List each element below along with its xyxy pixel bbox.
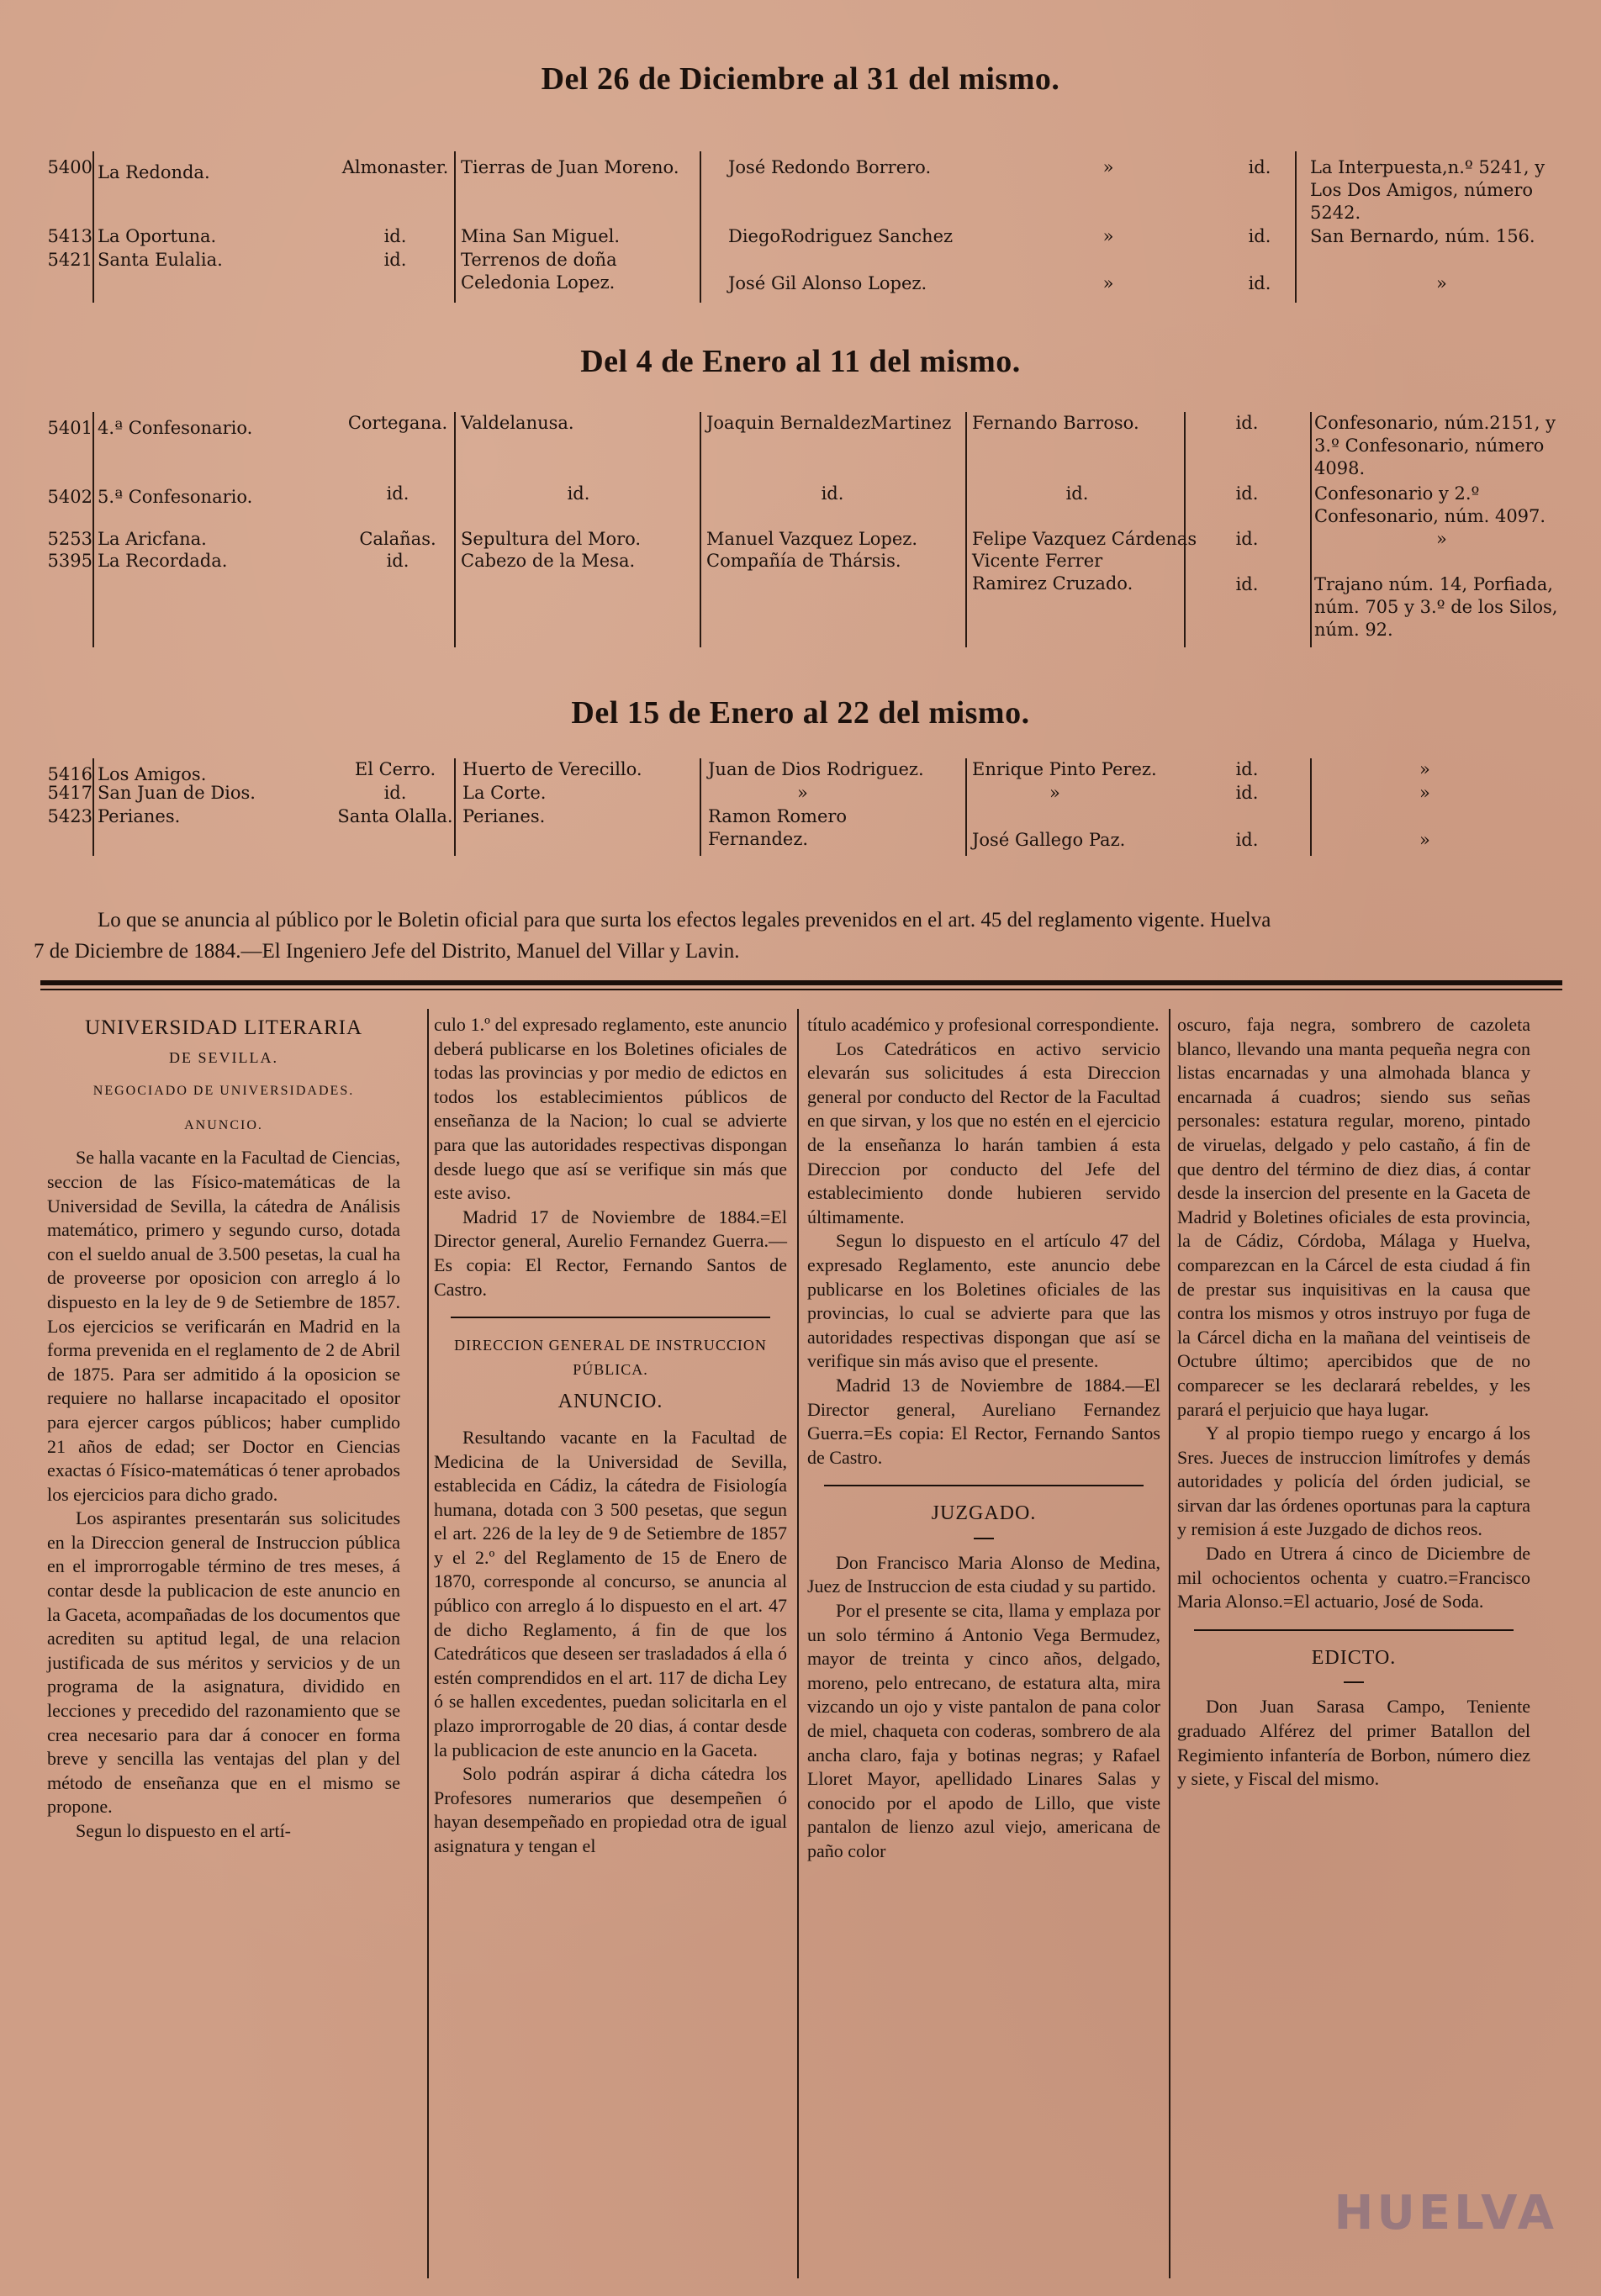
column-3: [807, 1013, 1160, 2274]
column-divider: [1169, 1009, 1170, 2278]
paragraph: Dado en Utrera á cinco de Diciembre de mil ochocientos ochenta y cuatro.=Francisco Maria Alonso.=El actuario, José de Soda.: [1177, 1543, 1530, 1612]
section-heading-2: Del 4 de Enero al 11 del mismo.: [580, 344, 1021, 379]
divider-thick: [40, 980, 1562, 985]
section-heading-1: Del 26 de Diciembre al 31 del mismo.: [541, 61, 1060, 97]
paragraph: Solo podrán aspirar á dicha cátedra los Profesores numerarios que desempeñen ó hayan desempeñado en propiedad otra de igual asignatura y tengan el: [434, 1763, 787, 1856]
notice-footnote: Lo que se anuncia al público por le Boletin oficial para que surta los efectos legales prevenidos en el art. 45 del reglamento vigente. Huelva 7 de Diciembre de 1884.—El Ingeniero Jefe del Distrito, Manuel del Villar y Lavin.: [34, 909, 1271, 963]
notice-heading: ANUNCIO.: [184, 1117, 263, 1132]
paragraph: Y al propio tiempo ruego y encargo á los Sres. Jueces de instruccion limítrofes y demás autoridades y policía del órden judicial, se sirvan dar las órdenes oportunas para la captura y remision á este Juzgado de dichos reos.: [1177, 1422, 1530, 1540]
register-table-2: 5401 4.ª Confesonario. Cortegana. Valdelanusa. Joaquin BernaldezMartinez Fernando Barroso. id. Confesonario, núm.2151, y 3.º Confesonario, número 4098. 5402 5.ª Confesonario. id. id. id. id. id. Confesonario y 2.º Confesonario, núm. 4097. 5253 La Aricfana. Calañas. Sepultura del Moro. Manuel Vazquez Lopez. Felipe Vazquez Cárdenas id. » 5395 La Recordada. id. Cabezo de la Mesa. Compañía de Thársis. Vicente Ferrer Ramirez Cruzado. id. Trajano núm. 14, Porfiada, núm. 705 y 3.º de los Silos, núm. 92.: [40, 412, 1571, 647]
paragraph: oscuro, faja negra, sombrero de cazoleta blanco, llevando una manta pequeña negra con listas encarnadas y una almohada blanca y encarnada á cuadros; siendo sus señas personales: estatura regular, moreno, pintado de viruelas, delgado y pelo castaño, á fin de que dentro del término de diez dias, á contar desde la insercion del presente en la Gaceta de Madrid y Boletines oficiales de esta provincia, la de Cádiz, Córdoba, Málaga y Huelva, comparezcan en la Cárcel de esta ciudad á fin de prestar sus inquisitivas en la causa que contra los mismos y otros instruyo por fuga de la Cárcel dicha en la mañana del veintiseis de Octubre último; apercibidos que de no comparecer se les declarará rebeldes, y les parará el perjuicio que haya lugar.: [1177, 1014, 1530, 1420]
notice-heading: EDICTO.: [1311, 1646, 1397, 1669]
separator: [1344, 1681, 1364, 1683]
section-heading-3: Del 15 de Enero al 22 del mismo.: [571, 695, 1030, 731]
separator: [1194, 1629, 1514, 1631]
separator: [824, 1485, 1144, 1486]
paragraph: Resultando vacante en la Facultad de Medicina de la Universidad de Sevilla, establecida en Cádiz, la cátedra de Fisiología humana, dotada con 3 500 pesetas, que segun el art. 226 de la ley de 9 de Setiembre de 1857 y el 2.º del Reglamento de 15 de Enero de 1870, corresponde al concurso, se anuncia al público con arreglo á lo dispuesto en el art. 47 de dicho Reglamento, á fin de que los Catedráticos que deseen ser trasladados á ella ó estén comprendidos en el art. 117 de dicha Ley ó se hallen excedentes, puedan solicitarla en el plazo improrrogable de 20 dias, á contar desde la publicacion de este anuncio en la Gaceta.: [434, 1426, 787, 1760]
notice-heading: DIRECCION GENERAL DE INSTRUCCION PÚBLICA.: [454, 1337, 767, 1378]
paragraph: Segun lo dispuesto en el artículo 47 del expresado Reglamento, este anuncio debe publicarse en los Boletines oficiales de las provincias, lo cual se advierte para que las autoridades respectivas dispongan que así se verifique sin más aviso que el presente.: [807, 1230, 1160, 1372]
register-table-1: 5400 La Redonda. Almonaster. Tierras de Juan Moreno. José Redondo Borrero. » id. La Interpuesta,n.º 5241, y Los Dos Amigos, número 5242. 5413 La Oportuna. id. Mina San Miguel. DiegoRodriguez Sanchez » id. San Bernardo, núm. 156. 5421 Santa Eulalia. id. Terrenos de doña Celedonia Lopez. José Gil Alonso Lopez. » id. »: [40, 151, 1571, 303]
paragraph: Don Juan Sarasa Campo, Teniente graduado Alférez del primer Batallon del Regimiento infantería de Borbon, número diez y siete, y Fiscal del mismo.: [1177, 1696, 1530, 1790]
paragraph: culo 1.º del expresado reglamento, este anuncio deberá publicarse en los Boletines oficiales de todas las provincias y por medio de edictos en todos los establecimientos públicos de enseñanza de la Nacion; lo cual se advierte para que las autoridades respectivas dispongan desde luego que así se verifique sin más que este aviso.: [434, 1014, 787, 1204]
separator: [974, 1538, 994, 1539]
paragraph: Segun lo dispuesto en el artí-: [76, 1820, 292, 1841]
paragraph: Don Francisco Maria Alonso de Medina, Juez de Instruccion de esta ciudad y su partido.: [807, 1551, 1160, 1597]
archive-watermark: HUELVA: [1334, 2186, 1557, 2241]
register-table-3: 5416 Los Amigos. El Cerro. Huerto de Verecillo. Juan de Dios Rodriguez. Enrique Pinto Perez. id. » 5417 San Juan de Dios. id. La Corte. » » id. » 5423 Perianes. Santa Olalla. Perianes. Ramon Romero Fernandez. José Gallego Paz. id. »: [40, 758, 1571, 856]
column-divider: [797, 1009, 799, 2278]
paragraph: Madrid 17 de Noviembre de 1884.=El Director general, Aurelio Fernandez Guerra.—Es copia: El Rector, Fernando Santos de Castro.: [434, 1206, 787, 1300]
paragraph: Se halla vacante en la Facultad de Ciencias, seccion de las Físico-matemáticas de la Universidad de Sevilla, la cátedra de Análisis matemático, primero y segundo curso, dotada con el sueldo anual de 3.500 pesetas, la cual ha de proveerse por oposicion con arreglo á lo dispuesto en la ley de 9 de Setiembre de 1857. Los ejercicios se verificarán en Madrid en la forma prevenida en el reglamento de 2 de Abril de 1875. Para ser admitido á la oposicion se requiere no hallarse incapacitado el opositor para ejercer cargos públicos; haber cumplido 21 años de edad; ser Doctor en Ciencias exactas ó Físico-matemáticas ó tener aprobados los ejercicios para dicho grado.: [47, 1147, 400, 1505]
divider-thin: [40, 989, 1562, 990]
notice-heading: ANUNCIO.: [557, 1391, 663, 1413]
paragraph: Madrid 13 de Noviembre de 1884.—El Director general, Aureliano Fernandez Guerra.=Es copia: El Rector, Fernando Santos de Castro.: [807, 1374, 1160, 1468]
paragraph: Por el presente se cita, llama y emplaza por un solo término á Antonio Vega Bermudez, mayor de treinta y cinco años, delgado, moreno, pelo entrecano, de estatura alta, mira vizcando un ojo y viste pantalon de pana color de miel, chaqueta con coderas, sombrero de ala ancha claro, faja y botinas negras; y Rafael Lloret Mayor, apellidado Linares Salas y conocido por el apodo de Lillo, que viste pantalon de lienzo azul viejo, americana de paño color: [807, 1600, 1160, 1861]
paragraph: Los aspirantes presentarán sus solicitudes en la Direccion general de Instruccion pública en el improrrogable término de tres meses, á contar desde la publicacion de este anuncio en la Gaceta, acompañadas de los documentos que acrediten su aptitud legal, de una relacion justificada de sus méritos y servicios y de un programa de la asignatura, dividido en lecciones y precedido del razonamiento que se crea necesario para dar á conocer en forma breve y sencilla las ventajas del plan y del método de enseñanza que en el mismo se propone.: [47, 1507, 400, 1818]
notice-heading: JUZGADO.: [931, 1502, 1037, 1525]
column-divider: [427, 1009, 429, 2278]
paragraph: título académico y profesional correspondiente.: [807, 1014, 1160, 1035]
column-2: [434, 1013, 787, 2274]
column-1: [47, 1013, 400, 2274]
separator: [451, 1317, 770, 1318]
paragraph: Los Catedráticos en activo servicio elevarán sus solicitudes á esta Direccion general por conducto del Rector de la Facultad en que sirvan, y los que no estén en el ejercicio de la enseñanza lo harán tambien á esta Direccion por conducto del Jefe del establecimiento donde hubieren servido últimamente.: [807, 1037, 1160, 1227]
notice-subtitle: DE SEVILLA.: [169, 1048, 278, 1066]
column-4: [1177, 1013, 1530, 2274]
notice-department: NEGOCIADO DE UNIVERSIDADES.: [92, 1084, 355, 1099]
notice-title: UNIVERSIDAD LITERARIA: [85, 1016, 362, 1039]
